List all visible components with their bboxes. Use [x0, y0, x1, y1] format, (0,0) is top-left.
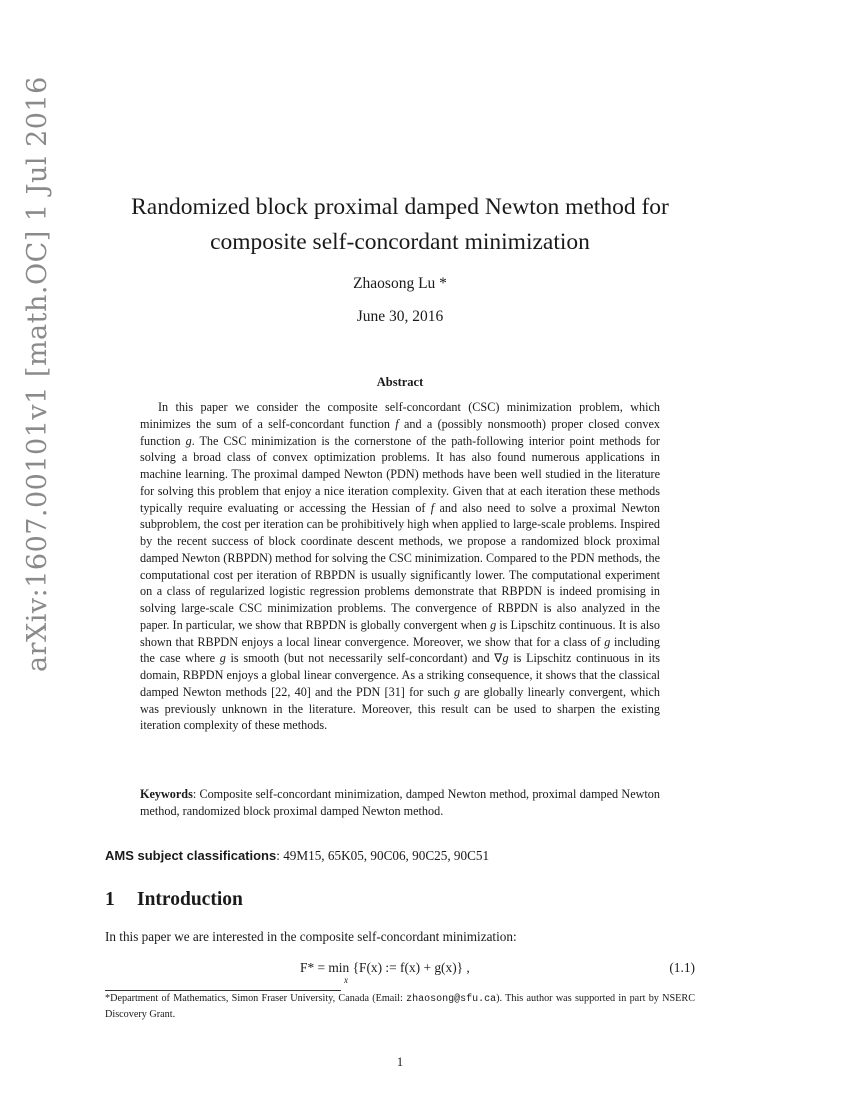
keywords — [140, 786, 660, 820]
author: Zhaosong Lu * — [353, 275, 447, 292]
title-line-2: composite self-concordant minimization — [210, 229, 590, 255]
page-number: 1 — [396, 1055, 404, 1069]
footnote-rule — [105, 990, 341, 991]
footnote: *Department of Mathematics, Simon Fraser University, Canada (Email: zhaosong@sfu.ca). This author was supported in part by NSERC Discovery Grant. — [105, 993, 695, 1020]
intro-paragraph: In this paper we are interested in the composite self-concordant minimization: — [105, 929, 517, 944]
footnote-email: zhaosong@sfu.ca — [406, 994, 497, 1005]
ams-text: : 49M15, 65K05, 90C06, 90C25, 90C51 — [276, 848, 490, 863]
equation-1-1 — [105, 960, 695, 990]
section-number: 1 — [105, 889, 115, 910]
ams-label: AMS subject classifications — [105, 848, 277, 863]
title-line-1: Randomized block proximal damped Newton method for — [131, 194, 669, 220]
keywords-label: Keywords — [140, 787, 193, 801]
equation-body: F* = min {F(x) := f(x) + g(x)} , — [300, 960, 470, 975]
paper-title — [100, 190, 700, 260]
ams-classifications — [105, 848, 705, 864]
arxiv-stamp: arXiv:1607.00101v1 [math.OC] 1 Jul 2016 — [22, 76, 53, 672]
keywords-text: : Composite self-concordant minimization, damped Newton method, proximal damped Newton method, randomized block proximal damped Newton method. — [140, 787, 660, 818]
equation-min-subscript: x — [344, 975, 348, 985]
section-heading — [105, 889, 243, 911]
date: June 30, 2016 — [356, 308, 444, 325]
abstract-body: In this paper we consider the composite self-concordant (CSC) minimization problem, which minimizes the sum of a self-concordant function f and a (possibly nonsmooth) proper closed convex function g. The CSC minimization is the cornerstone of the path-following interior point methods for solving a broad class of convex optimization problems. It has also found numerous applications in machine learning. The proximal damped Newton (PDN) methods have been well studied in the literature for solving this problem that enjoy a nice iteration complexity. Given that at each iteration these methods typically require evaluating or accessing the Hessian of f and also need to solve a proximal Newton subproblem, the cost per iteration can be prohibitively high when applied to large-scale problems. Inspired by the recent success of block coordinate descent methods, we propose a randomized block proximal damped Newton (RBPDN) method for solving the CSC minimization. Compared to the PDN methods, the computational cost per iteration of RBPDN is usually significantly lower. The computational experiment on a class of regularized logistic regression problems demonstrate that RBPDN is indeed promising in solving large-scale CSC minimization problems. The convergence of RBPDN is also analyzed in the paper. In particular, we show that RBPDN is globally convergent when g is Lipschitz continuous. It is also shown that RBPDN enjoys a local linear convergence. Moreover, we show that for a class of g including the case where g is smooth (but not necessarily self-concordant) and ∇g is Lipschitz continuous in its domain, RBPDN enjoys a global linear convergence. As a striking consequence, it shows that the classical damped Newton methods [22, 40] and the PDN [31] for such g are globally linearly convergent, which was previously unknown in the literature. Moreover, this result can be used to sharpen the existing iteration complexity of these methods. — [140, 400, 660, 733]
equation-label: (1.1) — [669, 960, 695, 975]
abstract-heading: Abstract — [376, 375, 424, 389]
section-title: Introduction — [137, 889, 243, 910]
